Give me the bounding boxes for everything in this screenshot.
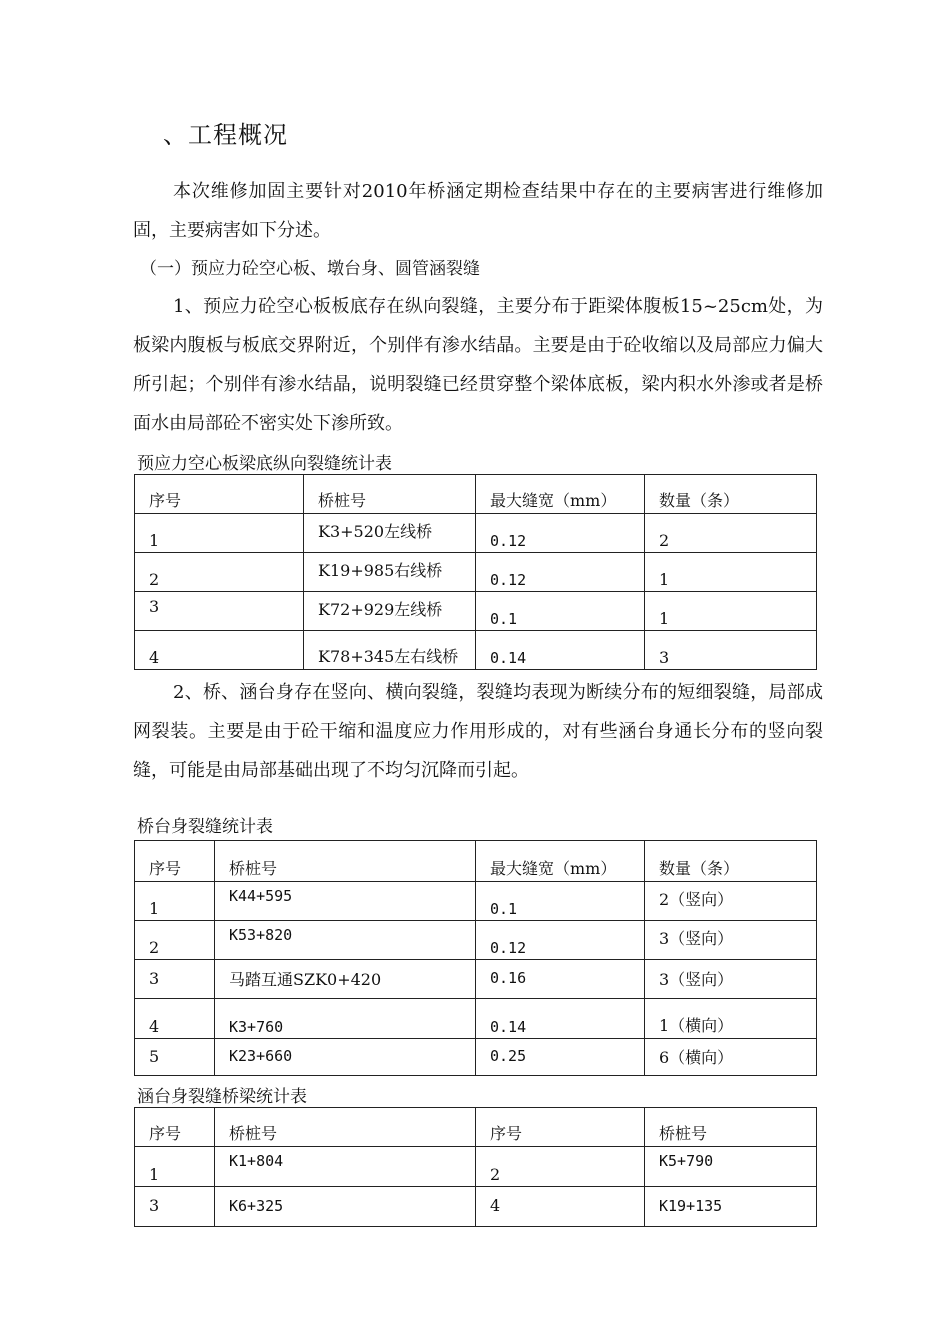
table-cell: 0.16: [476, 960, 645, 999]
table2-header-cell: 桥桩号: [215, 841, 476, 882]
table-cell: 6（横向）: [645, 1039, 817, 1076]
paragraph-2: 2、桥、涵台身存在竖向、横向裂缝，裂缝均表现为断续分布的短细裂缝，局部成网裂装。主要是由于砼干缩和温度应力作用形成的，对有些涵台身通长分布的竖向裂缝，可能是由局部基础出现了不均匀沉降而引起。: [133, 682, 823, 781]
table-cell: 3: [135, 1187, 215, 1227]
table-cell: 3（竖向）: [645, 960, 817, 999]
table-cell: 4: [135, 999, 215, 1039]
table2-header-cell: 数量（条）: [645, 841, 817, 882]
table-cell: 0.12: [476, 514, 645, 553]
table-cell: 1: [135, 514, 304, 553]
table1-header-row: [135, 475, 817, 514]
table-row: [135, 921, 817, 960]
table-row: [135, 1147, 817, 1187]
table-cell: 1: [645, 592, 817, 631]
paragraph-1: 1、预应力砼空心板板底存在纵向裂缝，主要分布于距梁体腹板15~25cm处，为板梁内腹板与板底交界附近，个别伴有渗水结晶。主要是由于砼收缩以及局部应力偏大所引起；个别伴有渗水结晶，说明裂缝已经贯穿整个梁体底板，梁内积水外渗或者是桥面水由局部砼不密实处下渗所致。: [133, 296, 823, 434]
table3-header-cell: 桥桩号: [645, 1108, 817, 1147]
table2-header-row: [135, 841, 817, 882]
table-cell: 2（竖向）: [645, 882, 817, 921]
table-cell: 0.1: [476, 882, 645, 921]
table-cell: 0.12: [476, 553, 645, 592]
table-cell: 1: [135, 1147, 215, 1187]
table-cell: K23+660: [215, 1039, 476, 1076]
table-cell: 0.1: [476, 592, 645, 631]
table-cell: 1: [645, 553, 817, 592]
table-cell: K3+760: [215, 999, 476, 1039]
table2-header-cell: 序号: [135, 841, 215, 882]
table-cell: 3: [645, 631, 817, 670]
table-cell: 0.14: [476, 999, 645, 1039]
table-cell: 1: [135, 882, 215, 921]
table-cell: 马踏互通SZK0+420: [215, 960, 476, 999]
table1-caption: 预应力空心板梁底纵向裂缝统计表: [137, 454, 392, 474]
table1-header-cell: 桥桩号: [304, 475, 476, 514]
table-cell: K3+520左线桥: [304, 514, 476, 553]
table1: [134, 474, 817, 670]
table-cell: 2: [135, 553, 304, 592]
intro-paragraph: 本次维修加固主要针对2010年桥涵定期检查结果中存在的主要病害进行维修加固，主要病害如下分述。: [133, 181, 823, 241]
table2-header-cell: 最大缝宽（mm）: [476, 841, 645, 882]
table-cell: 3: [135, 592, 304, 631]
table-row: [135, 1039, 817, 1076]
table-row: [135, 999, 817, 1039]
section1-title: （一）预应力砼空心板、墩台身、圆管涵裂缝: [140, 259, 480, 279]
table1-header-cell: 数量（条）: [645, 475, 817, 514]
table-cell: 2: [476, 1147, 645, 1187]
table2: [134, 840, 817, 1076]
table3: [134, 1107, 817, 1227]
table-row: [135, 1187, 817, 1227]
table-cell: K53+820: [215, 921, 476, 960]
table-cell: K6+325: [215, 1187, 476, 1227]
table-cell: K44+595: [215, 882, 476, 921]
table-row: [135, 882, 817, 921]
table-row: [135, 960, 817, 999]
table-cell: K19+135: [645, 1187, 817, 1227]
table-row: [135, 514, 817, 553]
table3-header-cell: 序号: [476, 1108, 645, 1147]
table-cell: K5+790: [645, 1147, 817, 1187]
table-cell: 2: [135, 921, 215, 960]
table-cell: 3: [135, 960, 215, 999]
table3-header-cell: 序号: [135, 1108, 215, 1147]
table-cell: 0.14: [476, 631, 645, 670]
table-cell: 1（横向）: [645, 999, 817, 1039]
table2-caption: 桥台身裂缝统计表: [137, 817, 273, 837]
table1-header-cell: 序号: [135, 475, 304, 514]
table-row: [135, 631, 817, 670]
table-cell: 3（竖向）: [645, 921, 817, 960]
section-heading: 、工程概况: [163, 121, 288, 149]
table-cell: K19+985右线桥: [304, 553, 476, 592]
table-row: [135, 553, 817, 592]
table3-header-row: [135, 1108, 817, 1147]
table1-header-cell: 最大缝宽（mm）: [476, 475, 645, 514]
table-cell: 0.12: [476, 921, 645, 960]
table3-caption: 涵台身裂缝桥梁统计表: [137, 1087, 307, 1107]
table3-header-cell: 桥桩号: [215, 1108, 476, 1147]
table-cell: K1+804: [215, 1147, 476, 1187]
table-cell: 0.25: [476, 1039, 645, 1076]
table-cell: 5: [135, 1039, 215, 1076]
table-cell: 2: [645, 514, 817, 553]
table-cell: K78+345左右线桥: [304, 631, 476, 670]
table-row: [135, 592, 817, 631]
table-cell: 4: [135, 631, 304, 670]
table-cell: 4: [476, 1187, 645, 1227]
table-cell: K72+929左线桥: [304, 592, 476, 631]
